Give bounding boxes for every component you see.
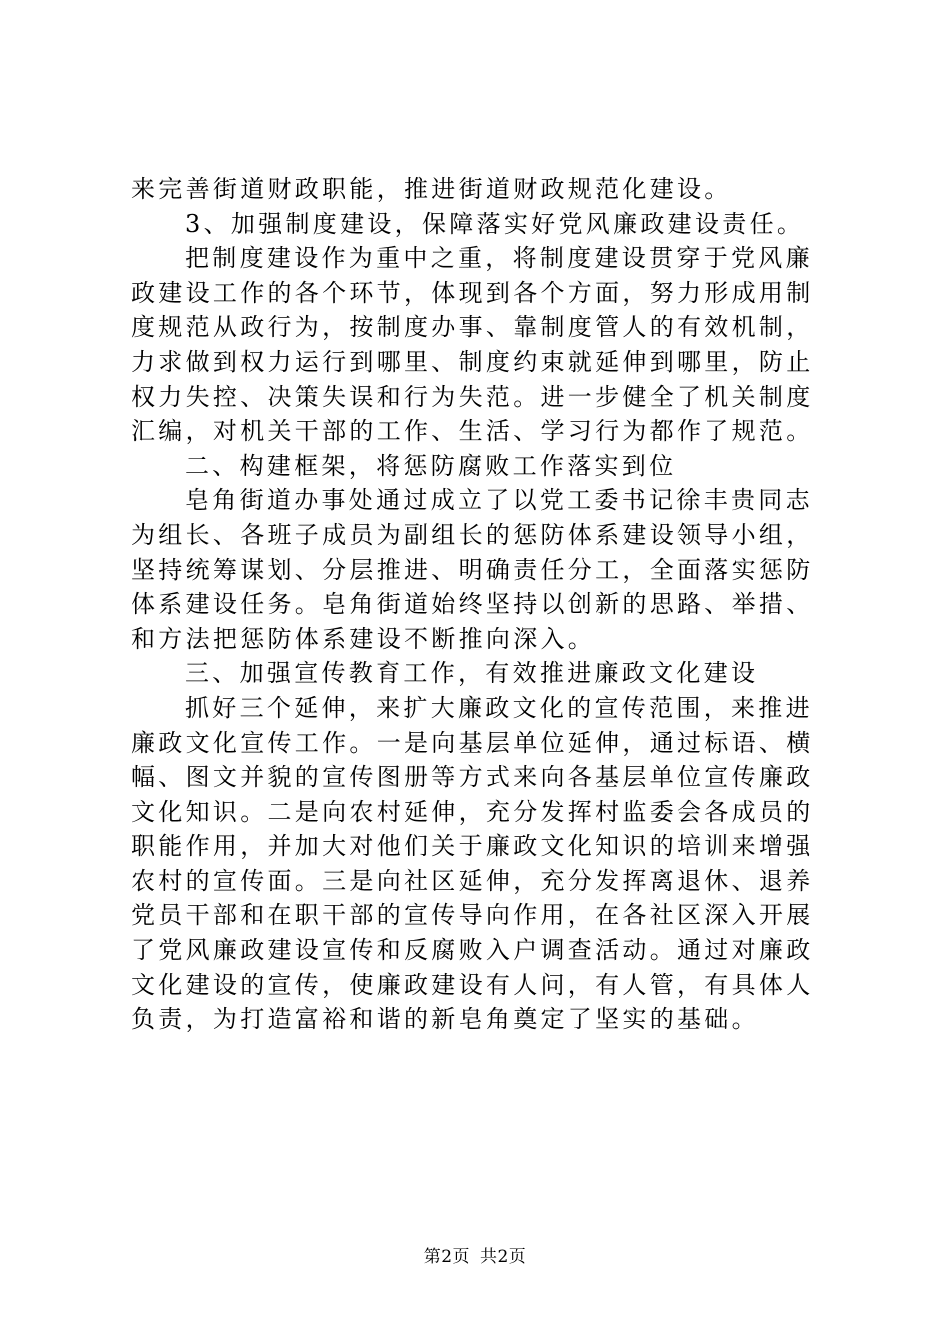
section-heading-3-education: 三、加强宣传教育工作，有效推进廉政文化建设 — [185, 659, 759, 688]
page-number-current: 第2页 — [423, 1247, 471, 1267]
page-number-total: 共2页 — [479, 1247, 527, 1267]
page-footer — [0, 1242, 950, 1267]
section-heading-2: 二、构建框架，将惩防腐败工作落实到位 — [185, 451, 677, 480]
document-body — [131, 172, 831, 1037]
section-heading-3: 3、加强制度建设，保障落实好党风廉政建设责任。 — [185, 209, 805, 238]
paragraph-continuation: 来完善街道财政职能，推进街道财政规范化建设。 — [131, 175, 732, 203]
paragraph-publicity: 抓好三个延伸，来扩大廉政文化的宣传范围，来推进廉政文化宣传工作。一是向基层单位延伸，通过标语、横幅、图文并貌的宣传图册等方式来向各基层单位宣传廉政文化知识。二是向农村延伸，充分发挥村监委会各成员的职能作用，并加大对他们关于廉政文化知识的培训来增强农村的宣传面。三是向社区延伸，充分发挥离退休、退养党员干部和在职干部的宣传导向作用，在各社区深入开展了党风廉政建设宣传和反腐败入户调查活动。通过对廉政文化建设的宣传，使廉政建设有人问，有人管，有具体人负责，为打造富裕和谐的新皂角奠定了坚实的基础。 — [131, 693, 814, 1034]
paragraph-framework: 皂角街道办事处通过成立了以党工委书记徐丰贵同志为组长、各班子成员为副组长的惩防体系建设领导小组，坚持统筹谋划、分层推进、明确责任分工，全面落实惩防体系建设任务。皂角街道始终坚持以创新的思路、举措、和方法把惩防体系建设不断推向深入。 — [131, 486, 814, 653]
paragraph-system-building: 把制度建设作为重中之重，将制度建设贯穿于党风廉政建设工作的各个环节，体现到各个方面，努力形成用制度规范从政行为，按制度办事、靠制度管人的有效机制，力求做到权力运行到哪里、制度约束就延伸到哪里，防止权力失控、决策失误和行为失范。进一步健全了机关制度汇编，对机关干部的工作、生活、学习行为都作了规范。 — [131, 244, 814, 446]
